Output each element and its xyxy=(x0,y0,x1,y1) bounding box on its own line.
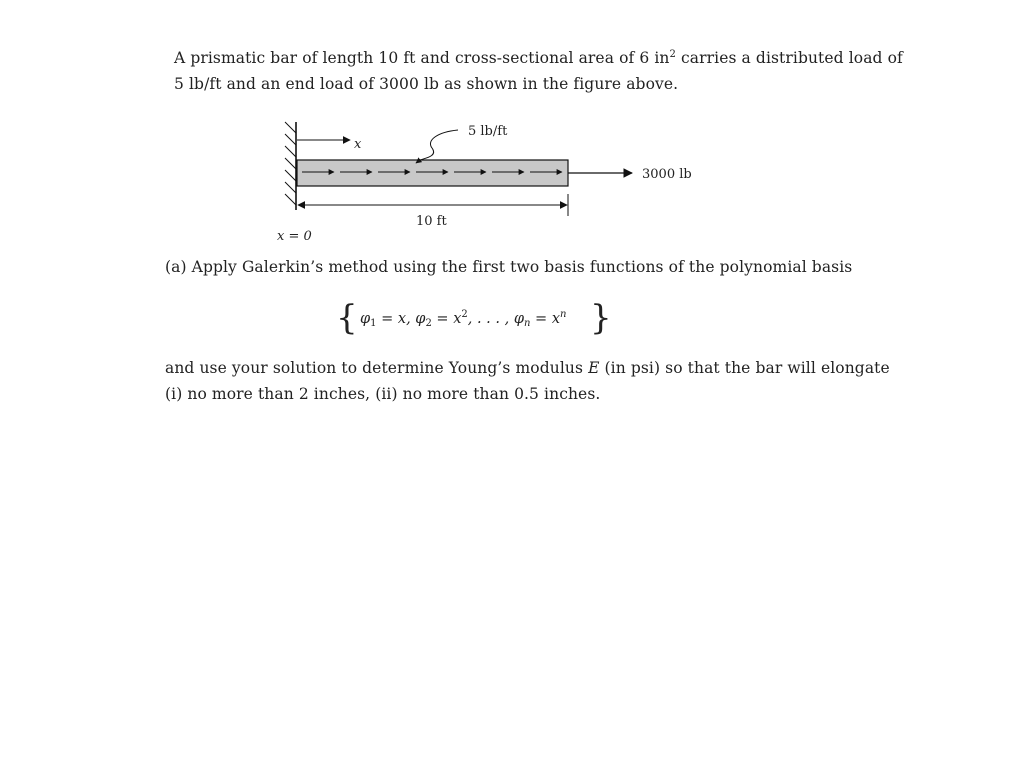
part-a: (a) Apply Galerkin’s method using the first two basis functions of the polynomial basis xyxy=(165,258,853,276)
problem-statement xyxy=(174,45,903,97)
basis-functions: $\varphi_1 = x$, $\varphi_2 = x^2$, . . . , $\varphi_n = x^n$ xyxy=(360,309,567,329)
distributed-load-label: 5 lb/ft xyxy=(468,124,508,139)
conclusion-line-1: and use your solution to determine Young’s modulus E (in psi) so that the bar will elongate xyxy=(165,359,890,377)
conclusion-line-2: (i) no more than 2 inches, (ii) no more than 0.5 inches. xyxy=(165,385,601,403)
origin-label: x = 0 xyxy=(277,229,312,244)
fixed-wall xyxy=(285,122,296,210)
basis-set xyxy=(336,298,616,342)
bar xyxy=(297,160,568,186)
bar-figure xyxy=(270,118,710,250)
right-brace: } xyxy=(590,298,612,338)
length-label: 10 ft xyxy=(416,214,447,229)
conclusion xyxy=(165,355,890,407)
end-load-label: 3000 lb xyxy=(642,167,692,182)
problem-line-1: A prismatic bar of length 10 ft and cross-sectional area of 6 $in^2$ carries a distributed load of xyxy=(174,49,903,67)
problem-line-2: 5 lb/ft and an end load of 3000 lb as shown in the figure above. xyxy=(174,75,679,93)
load-leader xyxy=(416,130,458,163)
left-brace: { xyxy=(336,298,358,338)
x-label: x xyxy=(354,137,362,152)
